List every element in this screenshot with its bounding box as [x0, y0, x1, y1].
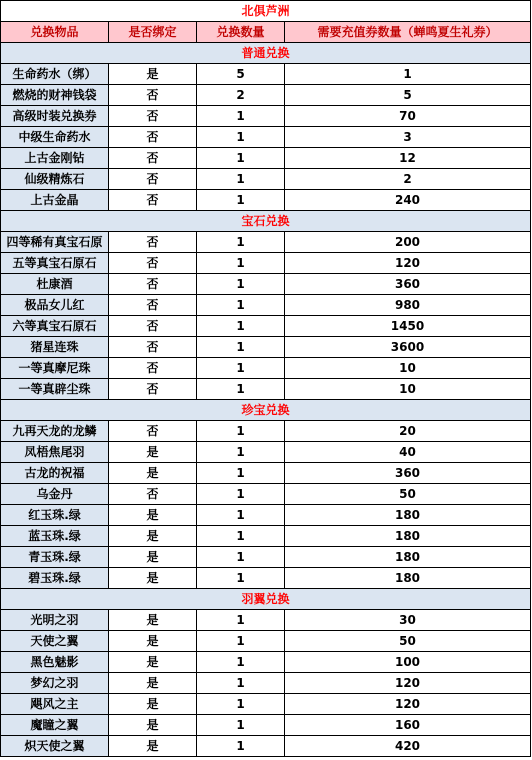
table-row [1, 610, 531, 631]
table-title: 北俱芦洲 [1, 1, 531, 22]
quantity-cell: 5 [197, 64, 285, 85]
table-row [1, 568, 531, 589]
cost-cell: 120 [285, 694, 531, 715]
quantity-cell: 1 [197, 127, 285, 148]
cost-cell: 5 [285, 85, 531, 106]
item-name-cell: 燃烧的财神钱袋 [1, 85, 109, 106]
section-row [1, 589, 531, 610]
bound-cell: 是 [109, 694, 197, 715]
quantity-cell: 1 [197, 631, 285, 652]
table-row [1, 736, 531, 757]
cost-cell: 100 [285, 652, 531, 673]
item-name-cell: 五等真宝石原石 [1, 253, 109, 274]
item-name-cell: 飓风之主 [1, 694, 109, 715]
column-header-bound: 是否绑定 [109, 22, 197, 43]
quantity-cell: 1 [197, 232, 285, 253]
column-header-quantity: 兑换数量 [197, 22, 285, 43]
cost-cell: 3 [285, 127, 531, 148]
item-name-cell: 杜康酒 [1, 274, 109, 295]
bound-cell: 是 [109, 526, 197, 547]
table-row [1, 442, 531, 463]
cost-cell: 10 [285, 358, 531, 379]
cost-cell: 10 [285, 379, 531, 400]
quantity-cell: 1 [197, 106, 285, 127]
table-row [1, 505, 531, 526]
table-row [1, 85, 531, 106]
quantity-cell: 1 [197, 652, 285, 673]
table-row [1, 715, 531, 736]
bound-cell: 否 [109, 316, 197, 337]
table-row [1, 484, 531, 505]
bound-cell: 否 [109, 148, 197, 169]
bound-cell: 是 [109, 442, 197, 463]
quantity-cell: 1 [197, 274, 285, 295]
quantity-cell: 1 [197, 379, 285, 400]
bound-cell: 是 [109, 568, 197, 589]
bound-cell: 是 [109, 652, 197, 673]
item-name-cell: 生命药水（绑） [1, 64, 109, 85]
section-title: 普通兑换 [1, 43, 531, 64]
item-name-cell: 天使之翼 [1, 631, 109, 652]
item-name-cell: 一等真摩尼珠 [1, 358, 109, 379]
quantity-cell: 1 [197, 610, 285, 631]
bound-cell: 否 [109, 421, 197, 442]
bound-cell: 否 [109, 274, 197, 295]
item-name-cell: 上古金晶 [1, 190, 109, 211]
table-row [1, 463, 531, 484]
quantity-cell: 1 [197, 526, 285, 547]
quantity-cell: 1 [197, 337, 285, 358]
bound-cell: 否 [109, 379, 197, 400]
table-row [1, 526, 531, 547]
quantity-cell: 1 [197, 316, 285, 337]
header-row [1, 22, 531, 43]
cost-cell: 1450 [285, 316, 531, 337]
cost-cell: 180 [285, 505, 531, 526]
cost-cell: 420 [285, 736, 531, 757]
item-name-cell: 九再天龙的龙鳞 [1, 421, 109, 442]
quantity-cell: 1 [197, 169, 285, 190]
item-name-cell: 四等稀有真宝石原 [1, 232, 109, 253]
item-name-cell: 高级时装兑换券 [1, 106, 109, 127]
quantity-cell: 1 [197, 442, 285, 463]
bound-cell: 是 [109, 547, 197, 568]
item-name-cell: 古龙的祝福 [1, 463, 109, 484]
table-row [1, 358, 531, 379]
cost-cell: 50 [285, 631, 531, 652]
bound-cell: 是 [109, 610, 197, 631]
table-row [1, 631, 531, 652]
item-name-cell: 蓝玉珠.绿 [1, 526, 109, 547]
table-row [1, 127, 531, 148]
quantity-cell: 1 [197, 253, 285, 274]
bound-cell: 否 [109, 106, 197, 127]
cost-cell: 3600 [285, 337, 531, 358]
item-name-cell: 六等真宝石原石 [1, 316, 109, 337]
item-name-cell: 炽天使之翼 [1, 736, 109, 757]
title-row [1, 1, 531, 22]
quantity-cell: 1 [197, 694, 285, 715]
table-row [1, 316, 531, 337]
item-name-cell: 上古金刚钻 [1, 148, 109, 169]
quantity-cell: 1 [197, 190, 285, 211]
table-row [1, 106, 531, 127]
bound-cell: 否 [109, 85, 197, 106]
quantity-cell: 1 [197, 505, 285, 526]
bound-cell: 是 [109, 715, 197, 736]
table-row [1, 421, 531, 442]
table-row [1, 379, 531, 400]
quantity-cell: 1 [197, 484, 285, 505]
cost-cell: 160 [285, 715, 531, 736]
bound-cell: 否 [109, 190, 197, 211]
cost-cell: 360 [285, 274, 531, 295]
table-row [1, 190, 531, 211]
cost-cell: 240 [285, 190, 531, 211]
cost-cell: 180 [285, 526, 531, 547]
cost-cell: 50 [285, 484, 531, 505]
table-row [1, 694, 531, 715]
table-row [1, 64, 531, 85]
quantity-cell: 1 [197, 673, 285, 694]
bound-cell: 是 [109, 64, 197, 85]
bound-cell: 否 [109, 484, 197, 505]
bound-cell: 是 [109, 631, 197, 652]
cost-cell: 200 [285, 232, 531, 253]
cost-cell: 120 [285, 253, 531, 274]
item-name-cell: 一等真辟尘珠 [1, 379, 109, 400]
table-row [1, 652, 531, 673]
bound-cell: 否 [109, 232, 197, 253]
item-name-cell: 中级生命药水 [1, 127, 109, 148]
table-row [1, 253, 531, 274]
quantity-cell: 1 [197, 568, 285, 589]
item-name-cell: 青玉珠.绿 [1, 547, 109, 568]
bound-cell: 否 [109, 358, 197, 379]
item-name-cell: 梦幻之羽 [1, 673, 109, 694]
cost-cell: 2 [285, 169, 531, 190]
quantity-cell: 1 [197, 421, 285, 442]
item-name-cell: 魔瞳之翼 [1, 715, 109, 736]
table-row [1, 673, 531, 694]
quantity-cell: 1 [197, 148, 285, 169]
section-row [1, 211, 531, 232]
quantity-cell: 1 [197, 715, 285, 736]
table-row [1, 337, 531, 358]
section-row [1, 400, 531, 421]
cost-cell: 30 [285, 610, 531, 631]
quantity-cell: 1 [197, 736, 285, 757]
section-title: 羽翼兑换 [1, 589, 531, 610]
cost-cell: 180 [285, 568, 531, 589]
cost-cell: 120 [285, 673, 531, 694]
cost-cell: 40 [285, 442, 531, 463]
cost-cell: 12 [285, 148, 531, 169]
table-row [1, 274, 531, 295]
item-name-cell: 光明之羽 [1, 610, 109, 631]
cost-cell: 70 [285, 106, 531, 127]
table-row [1, 295, 531, 316]
quantity-cell: 1 [197, 547, 285, 568]
item-name-cell: 红玉珠.绿 [1, 505, 109, 526]
table-row [1, 169, 531, 190]
section-title: 宝石兑换 [1, 211, 531, 232]
bound-cell: 否 [109, 295, 197, 316]
cost-cell: 980 [285, 295, 531, 316]
quantity-cell: 2 [197, 85, 285, 106]
bound-cell: 否 [109, 127, 197, 148]
table-row [1, 232, 531, 253]
bound-cell: 是 [109, 463, 197, 484]
bound-cell: 否 [109, 169, 197, 190]
quantity-cell: 1 [197, 358, 285, 379]
item-name-cell: 黑色魅影 [1, 652, 109, 673]
table-row [1, 547, 531, 568]
cost-cell: 360 [285, 463, 531, 484]
cost-cell: 1 [285, 64, 531, 85]
column-header-item: 兑换物品 [1, 22, 109, 43]
item-name-cell: 乌金丹 [1, 484, 109, 505]
section-title: 珍宝兑换 [1, 400, 531, 421]
quantity-cell: 1 [197, 295, 285, 316]
bound-cell: 是 [109, 673, 197, 694]
quantity-cell: 1 [197, 463, 285, 484]
bound-cell: 否 [109, 253, 197, 274]
item-name-cell: 极品女儿红 [1, 295, 109, 316]
cost-cell: 180 [285, 547, 531, 568]
cost-cell: 20 [285, 421, 531, 442]
section-row [1, 43, 531, 64]
item-name-cell: 猪星连珠 [1, 337, 109, 358]
bound-cell: 是 [109, 736, 197, 757]
table-row [1, 148, 531, 169]
bound-cell: 否 [109, 337, 197, 358]
column-header-cost: 需要充值券数量（蝉鸣夏生礼券） [285, 22, 531, 43]
item-name-cell: 仙级精炼石 [1, 169, 109, 190]
item-name-cell: 凤梧焦尾羽 [1, 442, 109, 463]
item-name-cell: 碧玉珠.绿 [1, 568, 109, 589]
bound-cell: 是 [109, 505, 197, 526]
